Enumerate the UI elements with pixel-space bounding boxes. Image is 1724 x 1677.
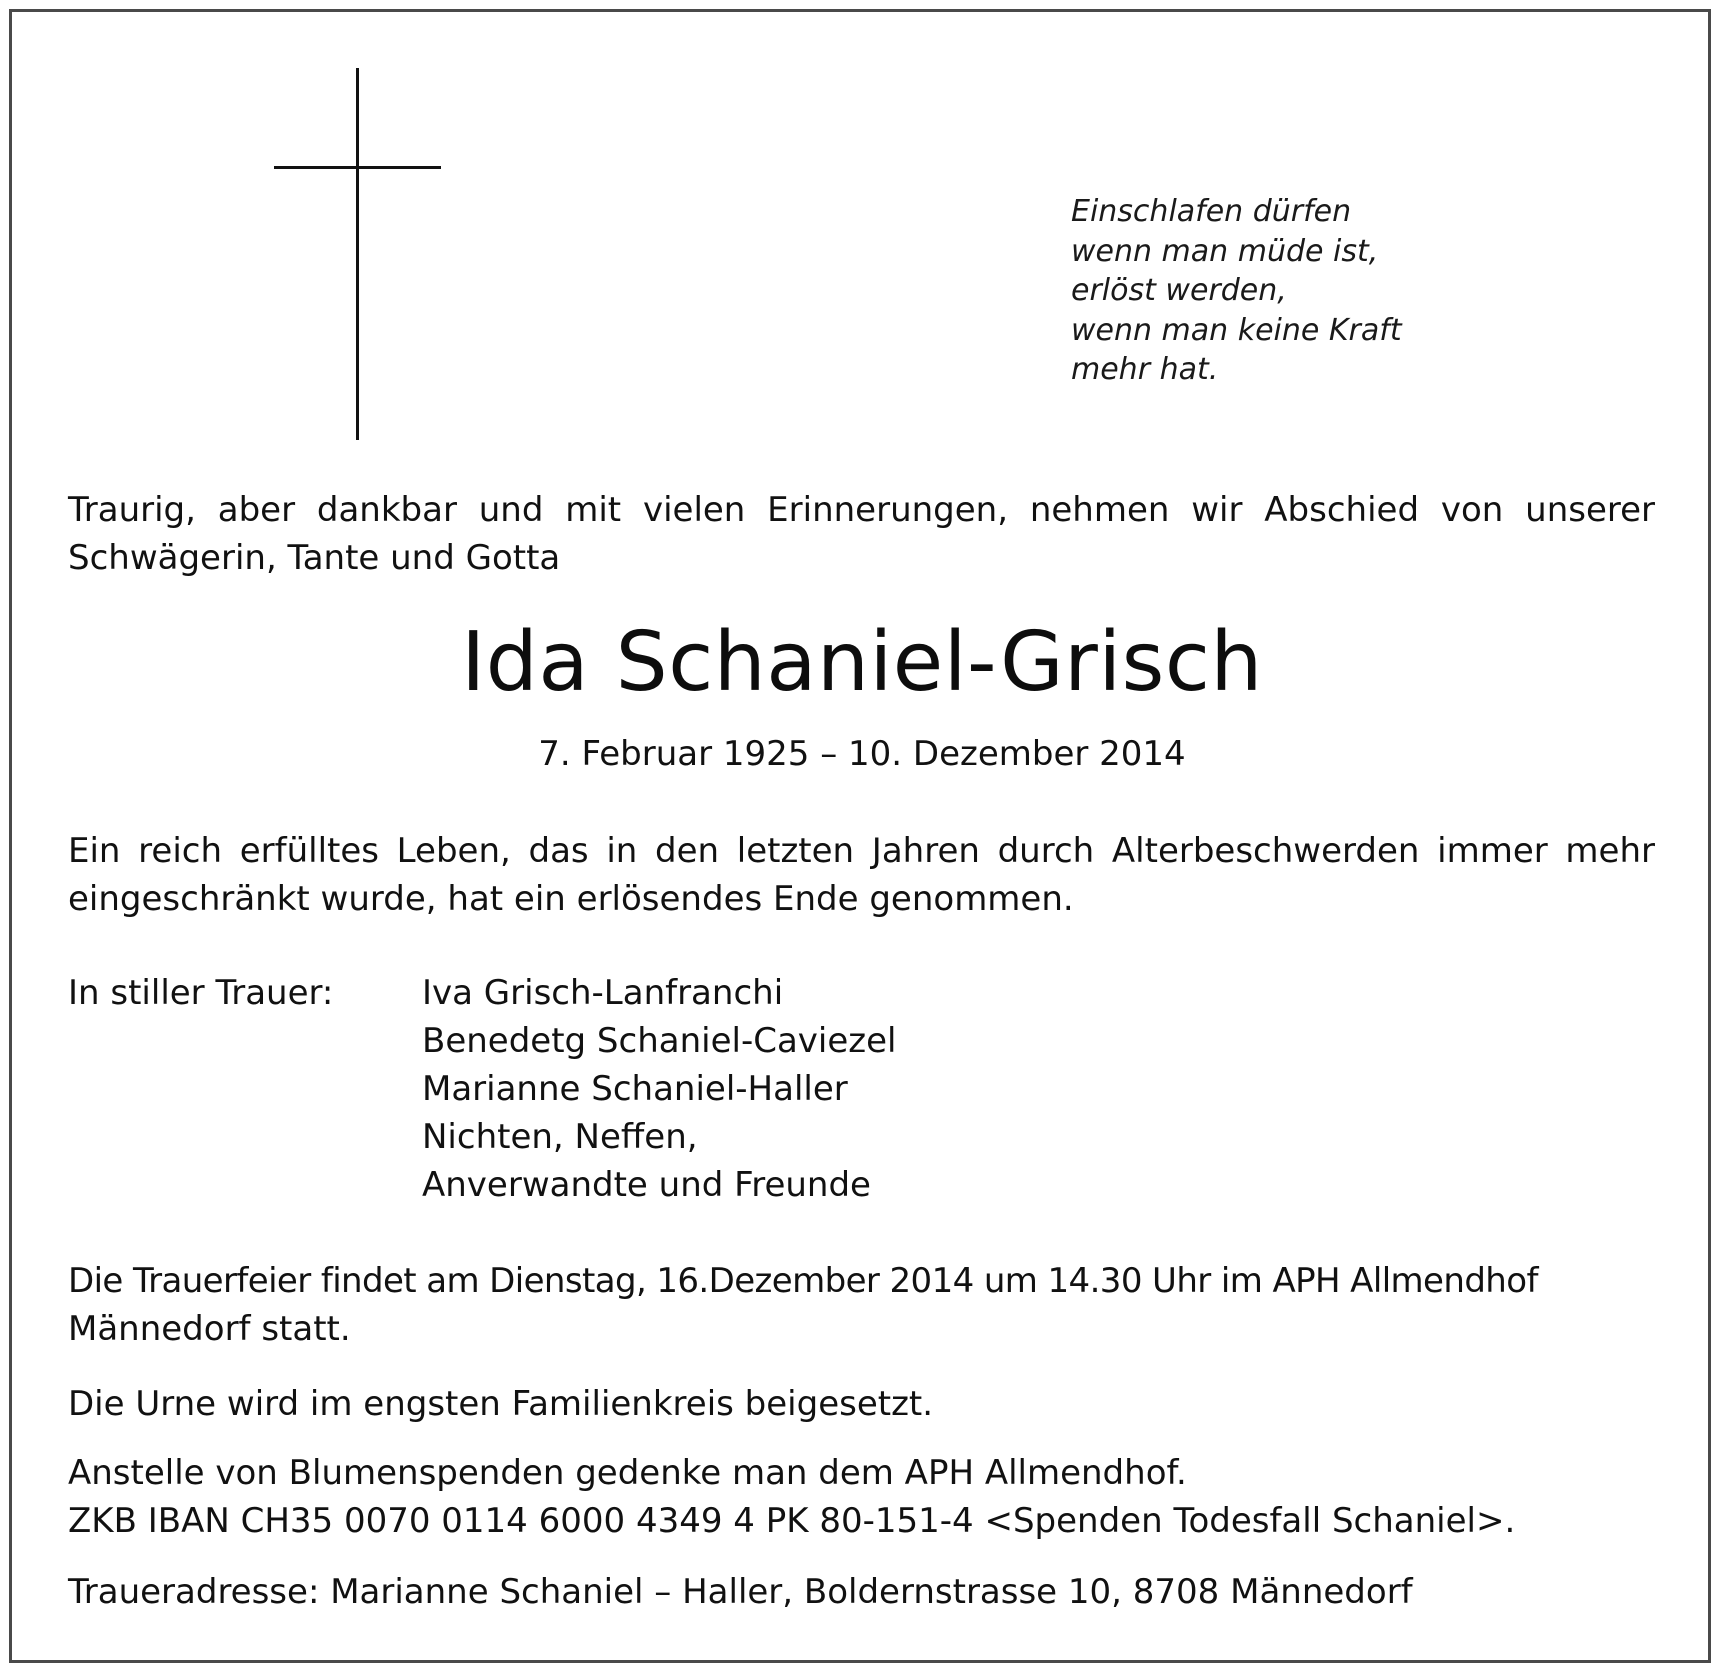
poem-line: wenn man müde ist,: [1071, 233, 1379, 269]
mourners-list: [422, 969, 897, 1209]
life-line: Ein reich erfülltes Leben, das in den letzten Jahren durch Alterbeschwerden immer mehr: [68, 831, 1655, 871]
cross-icon-vertical-bar: [356, 68, 359, 440]
mourning-address: Traueradresse: Marianne Schaniel – Haller, Boldernstrasse 10, 8708 Männedorf: [68, 1572, 1413, 1612]
intro-line: Schwägerin, Tante und Gotta: [68, 538, 561, 578]
poem-line: mehr hat.: [1071, 352, 1219, 387]
life-line: eingeschränkt wurde, hat ein erlösendes Ende genommen.: [68, 879, 1074, 919]
bank-details: ZKB IBAN CH35 0070 0114 6000 4349 4 PK 80-151-4 <Spenden Todesfall Schaniel>.: [68, 1501, 1516, 1541]
mourner-name: Iva Grisch-Lanfranchi: [422, 973, 784, 1013]
intro-paragraph: [68, 486, 1655, 582]
poem-line: wenn man keine Kraft: [1071, 312, 1402, 348]
mourner-name: Benedetg Schaniel-Caviezel: [422, 1021, 897, 1061]
donation-paragraph: [68, 1449, 1655, 1545]
urn-paragraph: Die Urne wird im engsten Familienkreis beigesetzt.: [68, 1384, 934, 1424]
intro-line: Traurig, aber dankbar und mit vielen Erinnerungen, nehmen wir Abschied von unserer: [68, 490, 1655, 530]
ceremony-line: Männedorf statt.: [68, 1309, 351, 1349]
life-paragraph: [68, 827, 1655, 923]
mourning-label: In stiller Trauer:: [68, 973, 334, 1013]
deceased-name: Ida Schaniel-Grisch: [461, 615, 1263, 710]
life-dates: 7. Februar 1925 – 10. Dezember 2014: [538, 734, 1186, 774]
poem-line: erlöst werden,: [1071, 273, 1287, 308]
mourner-name: Nichten, Neffen,: [422, 1117, 698, 1157]
cross-icon-horizontal-bar: [274, 166, 441, 169]
poem: [1071, 192, 1631, 390]
mourner-name: Anverwandte und Freunde: [422, 1165, 871, 1205]
poem-line: Einschlafen dürfen: [1071, 194, 1352, 229]
mourner-name: Marianne Schaniel-Haller: [422, 1069, 848, 1109]
ceremony-line: Die Trauerfeier findet am Dienstag, 16.Dezember 2014 um 14.30 Uhr im APH Allmendhof: [68, 1261, 1538, 1301]
ceremony-paragraph: [68, 1257, 1655, 1353]
donation-line: Anstelle von Blumenspenden gedenke man dem APH Allmendhof.: [68, 1453, 1187, 1493]
